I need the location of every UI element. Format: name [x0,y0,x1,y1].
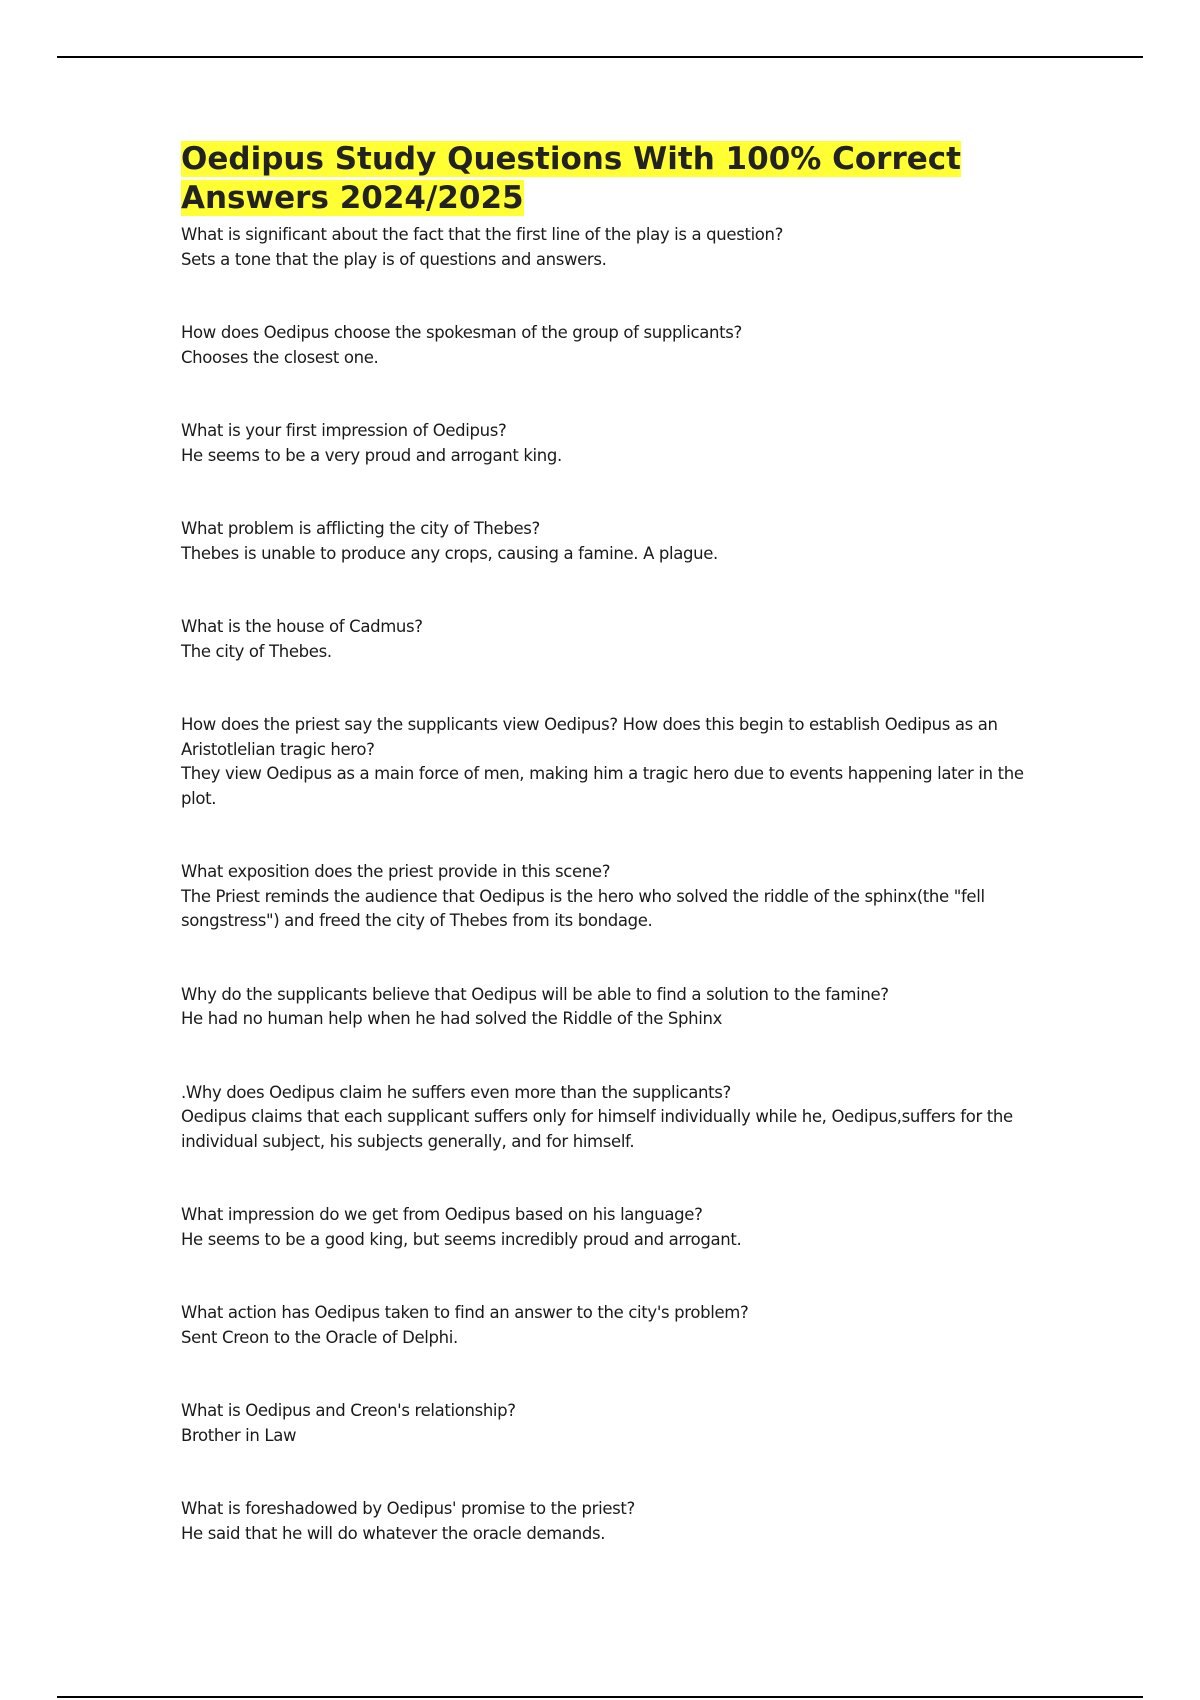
question-text: Why do the supplicants believe that Oedipus will be able to find a solution to the famine? [181,984,889,1004]
answer-text: He seems to be a good king, but seems incredibly proud and arrogant. [181,1229,742,1249]
answer-text: They view Oedipus as a main force of men, making him a tragic hero due to events happening later in the plot. [181,764,1024,808]
answer-text: He seems to be a very proud and arrogant king. [181,445,562,465]
footer-rule [57,1696,1143,1698]
answer-text: He said that he will do whatever the oracle demands. [181,1523,606,1543]
question-text: What action has Oedipus taken to find an answer to the city's problem? [181,1303,749,1322]
question-text: .Why does Oedipus claim he suffers even more than the supplicants? [181,1082,731,1102]
qa-item [181,1497,1031,1546]
answer-text: The Priest reminds the audience that Oedipus is the hero who solved the riddle of the sphinx(the "fell songstress") and freed the city of Thebes from its bondage. [181,886,985,930]
question-text: How does Oedipus choose the spokesman of the group of supplicants? [181,323,742,342]
document-title [181,140,1031,218]
question-text: What exposition does the priest provide in this scene? [181,862,611,881]
qa-item [181,983,1031,1032]
answer-text: Thebes is unable to produce any crops, causing a famine. A plague. [181,543,718,563]
qa-item [181,1301,1031,1350]
question-text: What is significant about the fact that the first line of the play is a question? [181,225,784,244]
qa-item [181,1399,1031,1448]
qa-item [181,517,1031,566]
qa-item [181,615,1031,664]
qa-item [181,713,1031,811]
answer-text: Brother in Law [181,1425,297,1445]
qa-item [181,419,1031,468]
question-text: What is Oedipus and Creon's relationship? [181,1401,516,1420]
qa-item [181,223,1031,272]
question-text: What is your first impression of Oedipus? [181,421,507,440]
answer-text: Sets a tone that the play is of questions and answers. [181,249,607,269]
title-line-2: Answers 2024/2025 [181,180,524,216]
question-text: How does the priest say the supplicants view Oedipus? How does this begin to establish Oedipus as an Aristotlelian tragic hero? [181,715,998,759]
question-text: What impression do we get from Oedipus based on his language? [181,1205,703,1224]
question-text: What is the house of Cadmus? [181,617,423,636]
answer-text: He had no human help when he had solved the Riddle of the Sphinx [181,1009,723,1028]
answer-text: The city of Thebes. [181,641,332,661]
answer-text: Sent Creon to the Oracle of Delphi. [181,1327,458,1347]
answer-text: Oedipus claims that each supplicant suffers only for himself individually while he, Oedipus,suffers for the individual subject, his subjects generally, and for himself. [181,1107,1013,1151]
qa-item [181,1081,1031,1155]
title-line-1: Oedipus Study Questions With 100% Correct [181,141,961,177]
answer-text: Chooses the closest one. [181,347,379,367]
qa-item [181,1203,1031,1252]
document-body [181,140,1031,1595]
qa-item [181,860,1031,934]
question-text: What problem is afflicting the city of Thebes? [181,519,540,538]
header-rule [57,56,1143,58]
question-text: What is foreshadowed by Oedipus' promise to the priest? [181,1499,635,1518]
qa-item [181,321,1031,370]
qa-list [181,223,1031,1546]
